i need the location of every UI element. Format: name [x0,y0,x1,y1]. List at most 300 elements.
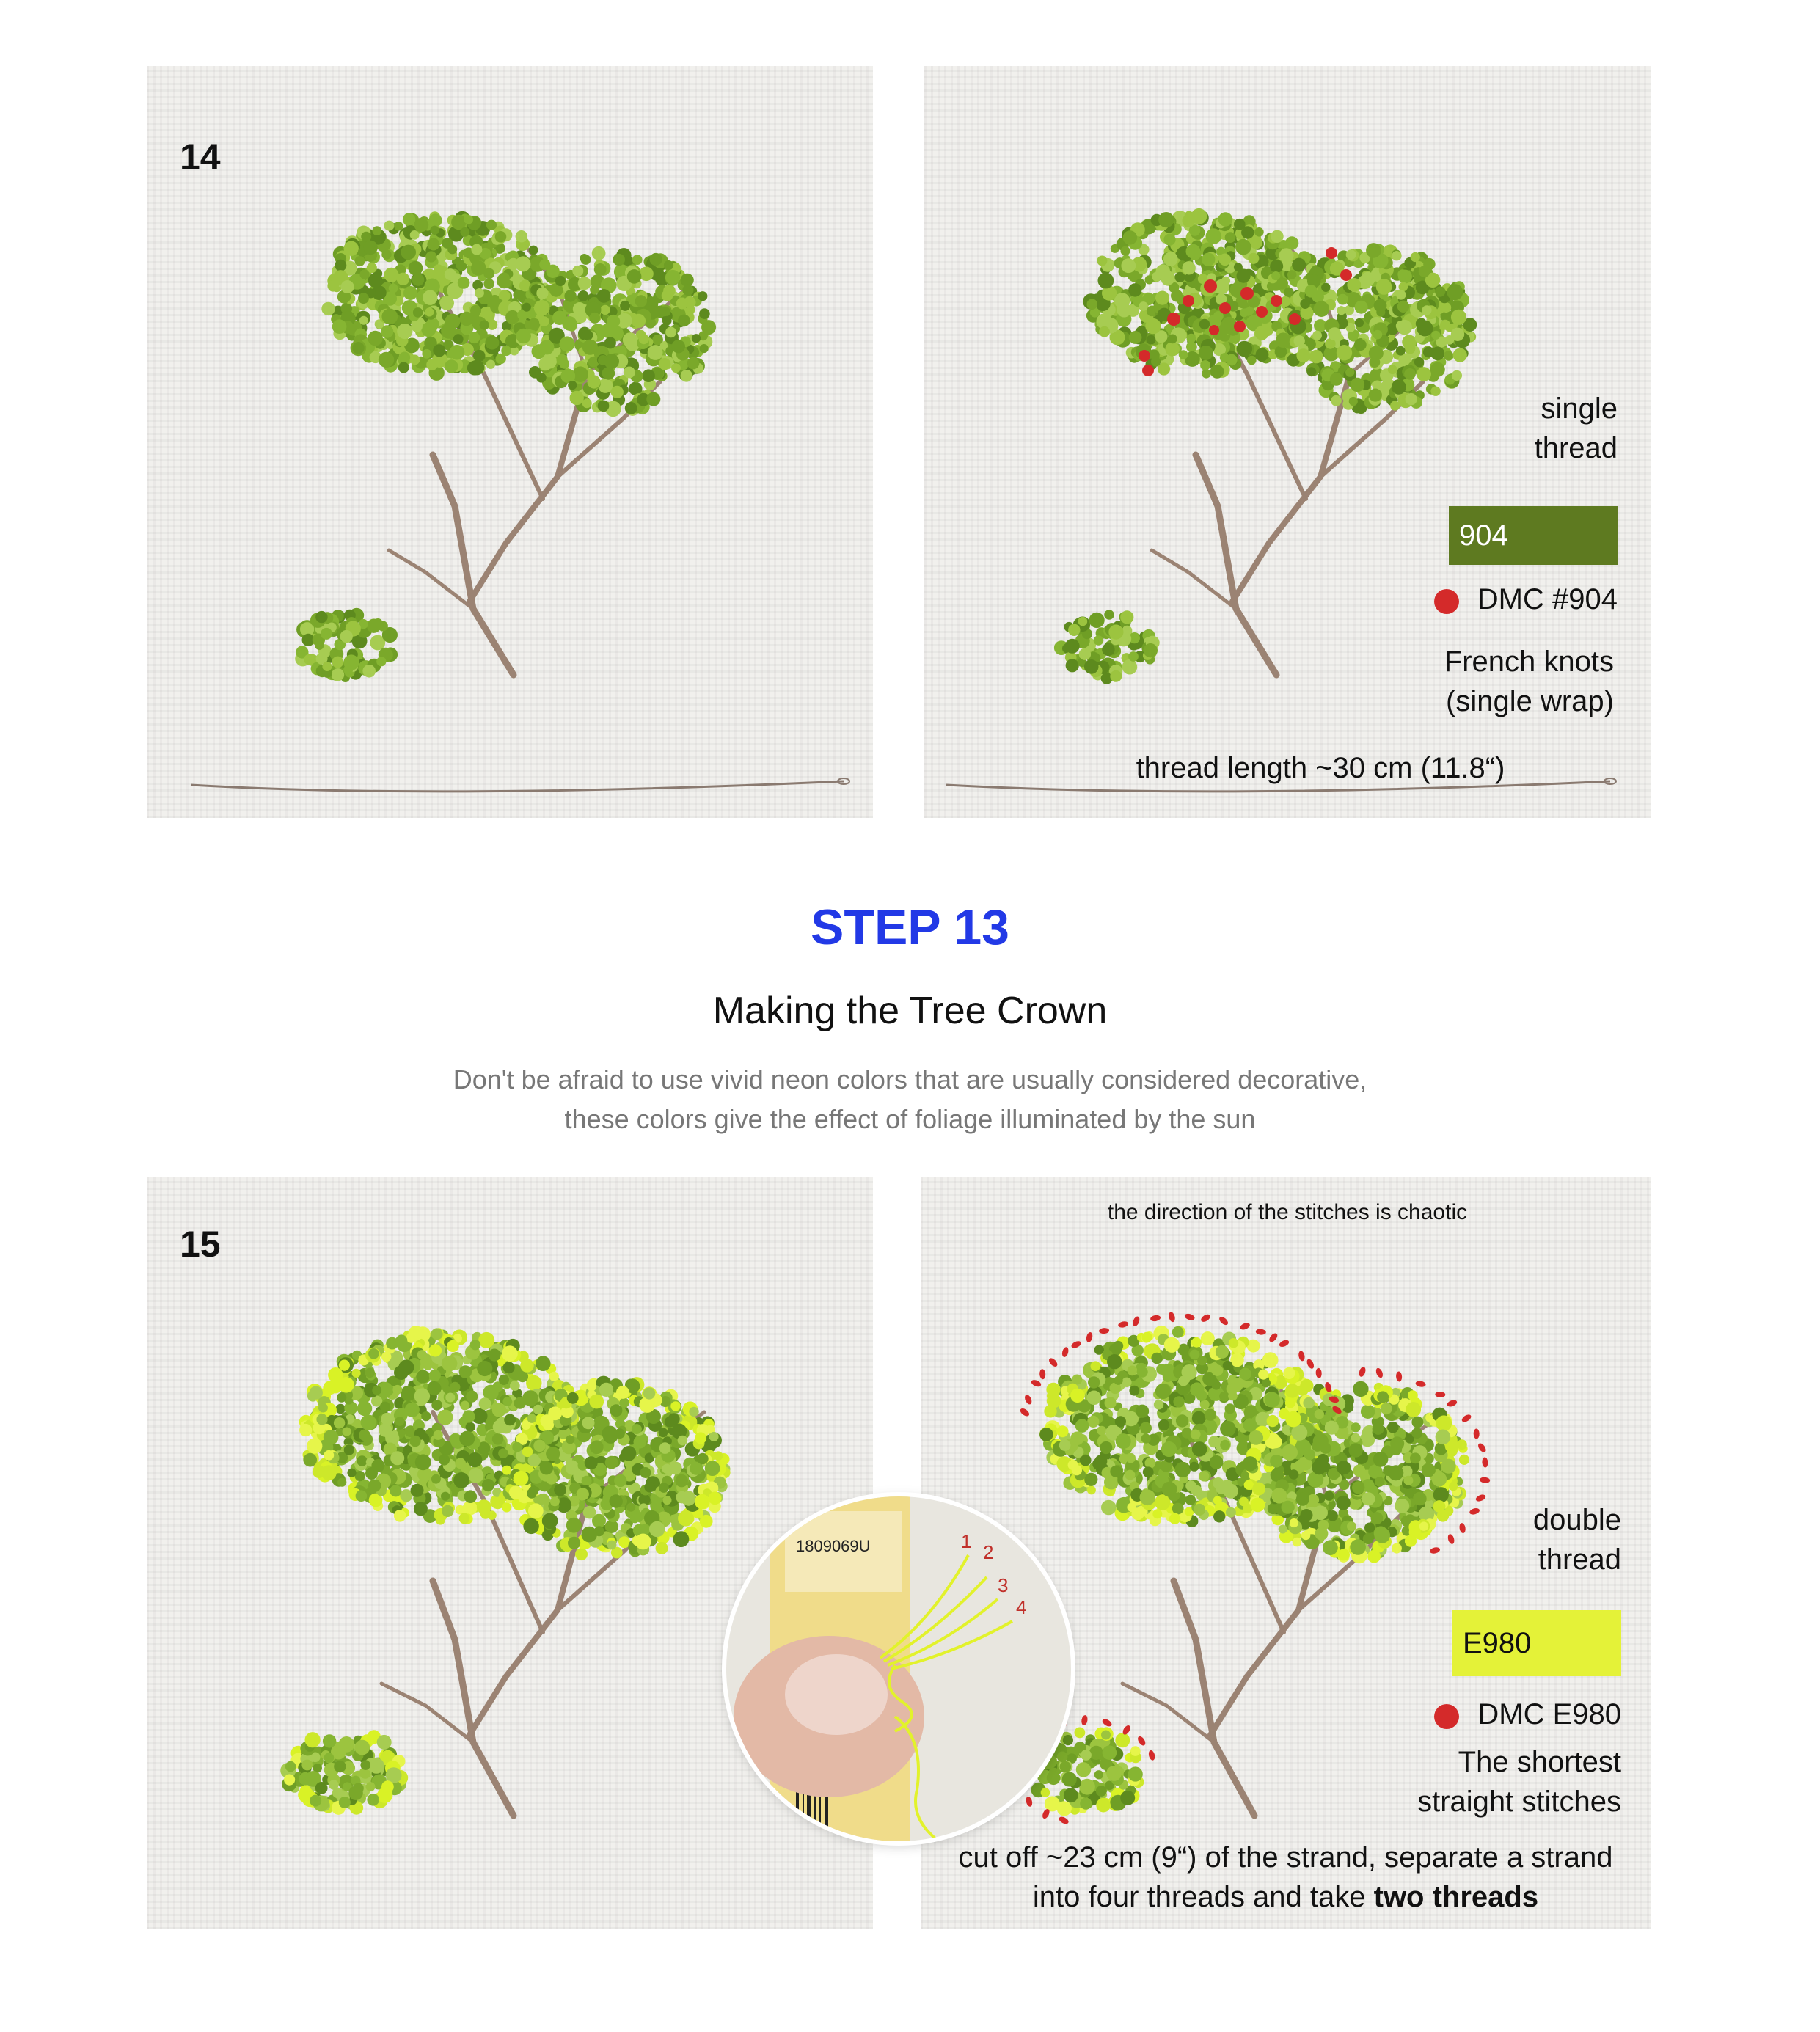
foliage-knots [295,211,716,682]
french-knot [479,1397,491,1410]
french-knot [692,334,701,343]
french-knot [1285,1384,1299,1397]
french-knot [520,1359,534,1373]
french-knot [1237,341,1253,357]
french-knot [365,1368,375,1378]
french-knot [1315,1527,1328,1541]
french-knot [341,280,354,293]
french-knot [492,1433,504,1445]
french-knot [303,1453,317,1467]
french-knot [662,290,673,301]
french-knot [529,246,538,255]
french-knot [1271,271,1280,280]
french-knot [1117,303,1132,318]
thread-color-swatch: E980 [1452,1610,1621,1676]
french-knot [695,1494,710,1510]
french-knot [301,1760,313,1771]
french-knot [433,344,445,357]
french-knot [1408,1390,1418,1400]
french-knot [1289,1469,1299,1480]
instructions-line-2 [921,1877,1651,1917]
french-knot [478,1332,494,1348]
red-stitch-mark [1480,1477,1491,1483]
french-knot [340,630,353,643]
french-knot [1210,1455,1224,1469]
french-knot [665,1417,676,1428]
french-knot [1174,272,1185,282]
french-knot [1338,1549,1350,1560]
thread-length-label: thread length ~30 cm (11.8“) [1136,752,1505,784]
french-knot [459,1365,472,1378]
french-knot [1290,1518,1298,1527]
french-knot [1145,1458,1156,1469]
french-knot [390,1485,401,1496]
french-knot [361,232,371,242]
french-knot [1387,1422,1399,1433]
french-knot [1158,212,1174,227]
french-knot [324,1753,335,1763]
thread-type-line-1: single [1541,392,1618,425]
french-knot [357,1455,367,1466]
french-knot [1114,1376,1122,1385]
french-knot [1110,1466,1122,1477]
description-line-2: these colors give the effect of foliage illuminated by the sun [564,1104,1256,1134]
french-knot [528,1503,544,1518]
french-knot [1327,1510,1338,1521]
french-knot [1270,1436,1282,1448]
french-knot [1179,350,1188,359]
thread-color-swatch: 904 [1449,506,1618,565]
dmc-label: DMC #904 [1477,583,1618,615]
tree-embroidery-photo [147,1177,873,1929]
french-knot [1140,1422,1152,1434]
red-stitch-mark [1019,1407,1031,1418]
french-knot [1084,1473,1097,1486]
french-knot [1376,279,1392,295]
french-knot [554,1484,566,1496]
french-knot [1449,1482,1458,1491]
french-knot [662,1496,671,1505]
french-knot [587,1381,596,1391]
french-knot [1248,253,1259,264]
french-knot [411,1484,424,1497]
french-knot [1252,1483,1265,1496]
french-knot [406,1333,417,1343]
french-knot [1270,1455,1283,1468]
french-knot [1137,1367,1148,1378]
french-knot [514,1397,526,1409]
french-knot [1355,339,1367,351]
french-knot [1411,1428,1422,1439]
french-knot [1047,1771,1061,1785]
french-knot [1235,239,1251,255]
french-knot [1406,1402,1421,1417]
french-knot [1247,356,1257,365]
french-knot [1362,1492,1375,1505]
red-stitch-mark [1039,1369,1046,1380]
french-knot [635,1534,651,1550]
french-knot [1079,1779,1095,1795]
french-knot [1168,335,1177,344]
french-knot [495,231,507,243]
french-knot [1064,1788,1078,1802]
french-knot [659,1483,669,1493]
red-stitch-mark [1081,1714,1088,1725]
french-knot [508,258,519,270]
french-knot [1075,1419,1089,1433]
french-knot [1120,1791,1135,1805]
french-knot [1346,249,1356,260]
french-knot [1436,1415,1452,1431]
french-knot [1062,1772,1077,1787]
barcode-text: 1809069U [796,1537,871,1555]
french-knot [582,330,593,341]
french-knot [299,1424,312,1436]
french-knot [659,1442,671,1454]
french-knot [1337,1461,1351,1474]
red-stitch-mark [1278,1339,1290,1348]
french-knot [671,363,681,373]
red-stitch-mark [1396,1371,1403,1382]
french-knot [580,254,589,263]
french-knot [1271,1488,1287,1503]
french-knot [305,1732,321,1747]
french-knot [1127,1503,1136,1513]
french-knot [1189,1462,1199,1472]
french-knot [368,1348,379,1359]
french-knot [434,1430,443,1440]
french-knot [1436,1430,1451,1445]
french-knot [437,1410,453,1425]
french-knot [442,1505,453,1517]
french-knot [459,1513,470,1524]
french-knot [1187,334,1196,343]
french-knot [1243,1418,1257,1432]
french-knot [1323,1540,1338,1555]
french-knot [384,268,398,282]
french-knot [1336,1496,1351,1510]
french-knot [698,291,707,301]
french-knot [467,1452,482,1467]
french-knot [339,1797,351,1808]
red-stitch-mark [1298,1351,1306,1362]
french-knot [390,1451,404,1465]
french-knot [502,1397,512,1406]
french-knot [616,1386,629,1399]
tree-embroidery-photo [147,66,873,818]
french-knot [1039,1428,1053,1441]
french-knot [1314,301,1330,317]
french-knot [619,1397,629,1408]
french-knot [709,1491,722,1505]
french-knot [1239,1368,1251,1381]
french-knot [621,1446,637,1461]
french-knot [588,375,601,388]
french-knot [1108,625,1123,640]
french-knot [307,1439,322,1454]
french-knot [1417,367,1431,381]
french-knot [528,318,541,331]
french-knot [615,1428,625,1439]
french-knot [1349,1443,1363,1457]
french-knot [337,1393,346,1403]
photo-panel-15-annotated [921,1177,1651,1929]
french-knot [1080,1798,1092,1810]
french-knot [1163,1372,1173,1382]
french-knot [1349,397,1358,406]
french-knot [1070,1432,1084,1446]
french-knot [458,277,470,289]
instructions-line-2-bold: two threads [1373,1881,1539,1913]
french-knot [1087,1391,1102,1406]
french-knot [501,346,511,356]
french-knot [397,324,412,339]
stitch-line-2: (single wrap) [1446,685,1614,717]
french-knot [395,1334,407,1346]
french-knot [582,340,598,355]
french-knot [1140,1490,1156,1506]
french-knot [503,1362,515,1373]
french-knot [611,386,624,398]
french-knot [1060,1761,1071,1772]
red-stitch-mark [1148,1750,1156,1761]
french-knot [689,1407,698,1417]
french-knot [338,1736,354,1753]
french-knot [1313,1433,1329,1449]
french-knot [347,1469,356,1477]
red-stitch-mark [1375,1367,1384,1378]
french-knot [1324,1491,1334,1500]
french-knot [640,1524,651,1535]
french-knot [376,657,386,666]
french-knot [540,1461,553,1474]
french-knot [673,1531,690,1547]
french-knot [355,256,365,266]
thread-type-line-1: double [1532,1504,1621,1536]
needle [191,781,844,792]
french-knot [1087,1485,1096,1494]
french-knot [614,1474,626,1487]
french-knot [462,1410,475,1422]
french-knot [1414,357,1424,367]
french-knot [379,1423,392,1436]
french-knot [509,1485,523,1499]
french-knot [1186,244,1201,259]
french-knot [361,1414,376,1430]
french-knot [1353,1465,1366,1477]
red-stitch-mark [1058,1816,1070,1825]
french-knot [1128,283,1141,296]
dmc-label: DMC E980 [1477,1698,1621,1731]
french-knot [624,367,635,379]
french-knot [632,1424,642,1434]
french-knot [527,1488,537,1499]
french-knot [1347,278,1361,292]
french-knot [1151,1353,1162,1364]
french-knot [469,1468,484,1483]
french-knot [1282,1444,1298,1461]
french-knot [504,1414,516,1426]
french-knot [1101,1500,1117,1516]
french-knot [582,1476,592,1486]
french-knot [1303,1397,1315,1409]
red-stitch-mark [1435,1392,1445,1397]
french-knot [384,221,394,231]
french-knot [1254,227,1264,237]
french-knot [1404,368,1416,380]
red-stitch-mark [1474,1428,1480,1439]
french-knot [1396,346,1406,356]
french-knot [332,319,347,334]
french-knot [323,1734,336,1747]
french-knot [379,352,394,368]
french-knot [434,264,443,274]
red-stitch-mark [1118,1320,1129,1329]
french-knot [1106,1766,1122,1781]
french-knot [1186,342,1197,353]
french-knot [600,305,610,315]
french-knot [1101,1731,1111,1740]
french-knot [1369,389,1382,402]
french-knot [536,1356,551,1371]
french-knot [1262,1378,1271,1387]
french-knot [578,277,591,290]
french-knot [1078,617,1088,626]
french-knot [1163,252,1178,266]
french-knot [477,1361,492,1376]
french-knot [700,344,709,353]
french-knot [1292,258,1306,272]
french-knot [1225,1403,1235,1414]
french-knot [486,360,495,369]
french-knot [357,1401,372,1416]
french-knot [598,401,610,412]
french-knot [358,293,369,304]
french-knot [1094,635,1104,646]
french-knot [1403,1476,1413,1485]
french-knot [1199,346,1213,360]
french-knot [469,360,485,376]
french-knot [381,309,398,325]
french-knot [1265,1392,1280,1408]
french-knot [1300,299,1310,309]
french-knot [1088,1376,1100,1388]
french-knot [352,342,364,354]
french-knot [1388,1465,1403,1480]
french-knot [439,1454,450,1465]
french-knot [1250,236,1262,249]
french-knot [1089,613,1105,628]
french-knot [1453,348,1467,362]
foliage-knots [280,1326,730,1815]
french-knot [421,1411,431,1421]
french-knot [572,266,583,277]
french-knot [1216,1483,1227,1494]
thread-instructions [921,1838,1651,1917]
red-stitch-mark [1136,1735,1147,1747]
french-knot [414,218,429,233]
french-knot [1293,1538,1302,1547]
french-knot [681,370,693,382]
french-knot [566,1435,574,1444]
french-knot [1229,1338,1238,1348]
french-knot [1182,1428,1192,1438]
red-stitch-mark [1184,1312,1196,1321]
french-knot [582,1417,595,1429]
french-knot [1144,643,1158,657]
french-knot [1087,1416,1099,1428]
french-knot [576,313,586,323]
french-knot [1371,1512,1384,1524]
french-knot [639,334,649,344]
red-stitch-mark [1482,1457,1488,1468]
french-knot [469,332,480,344]
french-knot [1296,348,1310,362]
french-knot [527,1414,537,1423]
french-knot [359,1430,370,1441]
french-knot [1363,1533,1374,1544]
french-knot [1057,1752,1068,1763]
french-knot [610,1404,622,1417]
french-knot [705,1461,720,1476]
french-knot [1183,261,1196,274]
french-knot [460,1401,469,1411]
french-knot [536,288,548,299]
french-knot [445,359,458,373]
french-knot [522,1447,533,1458]
french-knot [373,618,383,628]
french-knot [1113,1341,1123,1351]
french-knot [1068,624,1080,636]
red-stitch-mark [1131,1315,1141,1327]
french-knot [1115,1416,1126,1427]
french-knot [1084,659,1099,674]
french-knot [620,301,630,311]
stitch-line-1: French knots [1444,646,1614,678]
french-knot [585,1456,598,1469]
french-knot [1190,1382,1204,1396]
french-knot [627,269,642,284]
thread-separation-inset-photo [726,1496,1071,1841]
french-knot [557,354,568,365]
french-knot [1185,1495,1196,1505]
french-knot [714,1451,723,1461]
thread-type-line-2: thread [1538,1543,1621,1576]
french-knot [381,1413,394,1426]
french-knot [1172,1326,1184,1338]
french-knot [1267,1415,1279,1427]
french-knot [1254,326,1268,340]
french-knot [590,1440,604,1454]
french-knot [564,290,576,301]
french-knot [1258,1370,1268,1380]
french-knot [1321,283,1330,292]
french-knot [1216,1345,1229,1359]
french-knot [512,1442,522,1452]
french-knot [1110,670,1122,682]
french-knot [1440,320,1450,330]
french-knot [682,285,693,296]
french-knot [284,1775,295,1786]
french-knot [676,298,688,310]
french-knot [642,369,655,382]
french-knot [315,611,327,623]
french-knot [1091,1361,1101,1371]
french-knot [381,249,391,259]
french-knot [670,1401,680,1411]
french-knot [1155,291,1169,305]
french-knot [523,1518,538,1534]
